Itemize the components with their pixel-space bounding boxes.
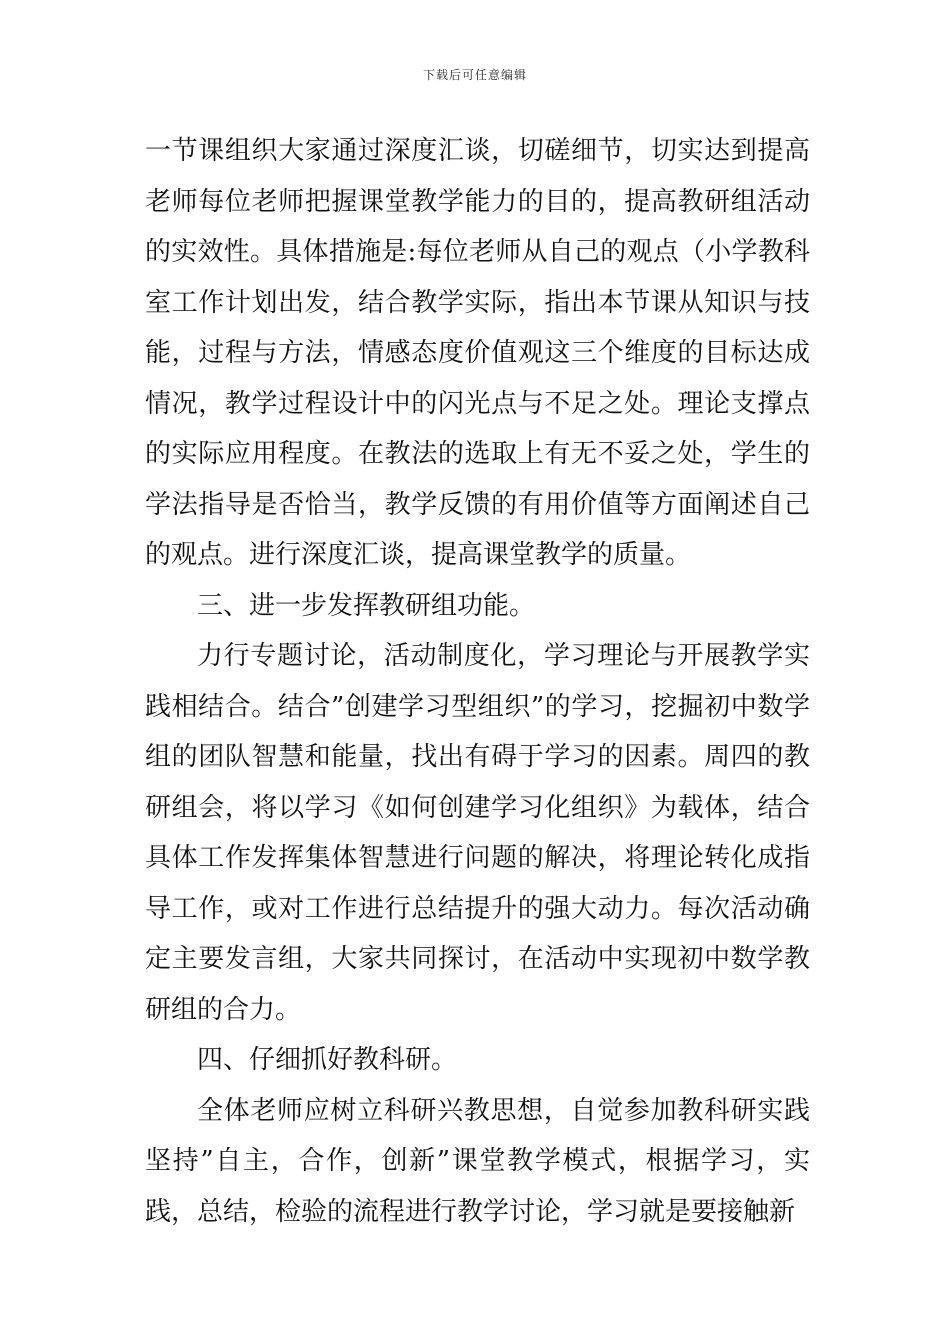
document-body — [145, 126, 810, 1237]
paragraph-section-4: 全体老师应树立科研兴教思想，自觉参加教科研实践坚持”自主，合作，创新”课堂教学模式，根据学习，实践，总结，检验的流程进行教学讨论，学习就是要接触新 — [145, 1095, 810, 1227]
section-heading-3: 三、进一步发挥教研组功能。 — [197, 590, 536, 621]
section-heading-4: 四、仔细抓好教科研。 — [197, 1045, 458, 1075]
paragraph-continuation: 一节课组织大家通过深度汇谈，切磋细节，切实达到提高老师每位老师把握课堂教学能力的目的，提高教研组活动的实效性。具体措施是:每位老师从自己的观点（小学教科室工作计划出发，结合教学实际，指出本节课从知识与技能，过程与方法，情感态度价值观这三个维度的目标达成情况，教学过程设计中的闪光点与不足之处。理论支撑点的实际应用程度。在教法的选取上有无不妥之处，学生的学法指导是否恰当，教学反馈的有用价值等方面阐述自己的观点。进行深度汇谈，提高课堂教学的质量。 — [145, 136, 810, 570]
paragraph-section-3: 力行专题讨论，活动制度化，学习理论与开展教学实践相结合。结合”创建学习型组织”的学习，挖掘初中数学组的团队智慧和能量，找出有碍于学习的因素。周四的教研组会，将以学习《如何创建学习化组织》为载体，结合具体工作发挥集体智慧进行问题的解决，将理论转化成指导工作，或对工作进行总结提升的强大动力。每次活动确定主要发言组，大家共同探讨，在活动中实现初中数学教研组的合力。 — [145, 641, 810, 1025]
page-header: 下载后可任意编辑 — [422, 68, 527, 82]
